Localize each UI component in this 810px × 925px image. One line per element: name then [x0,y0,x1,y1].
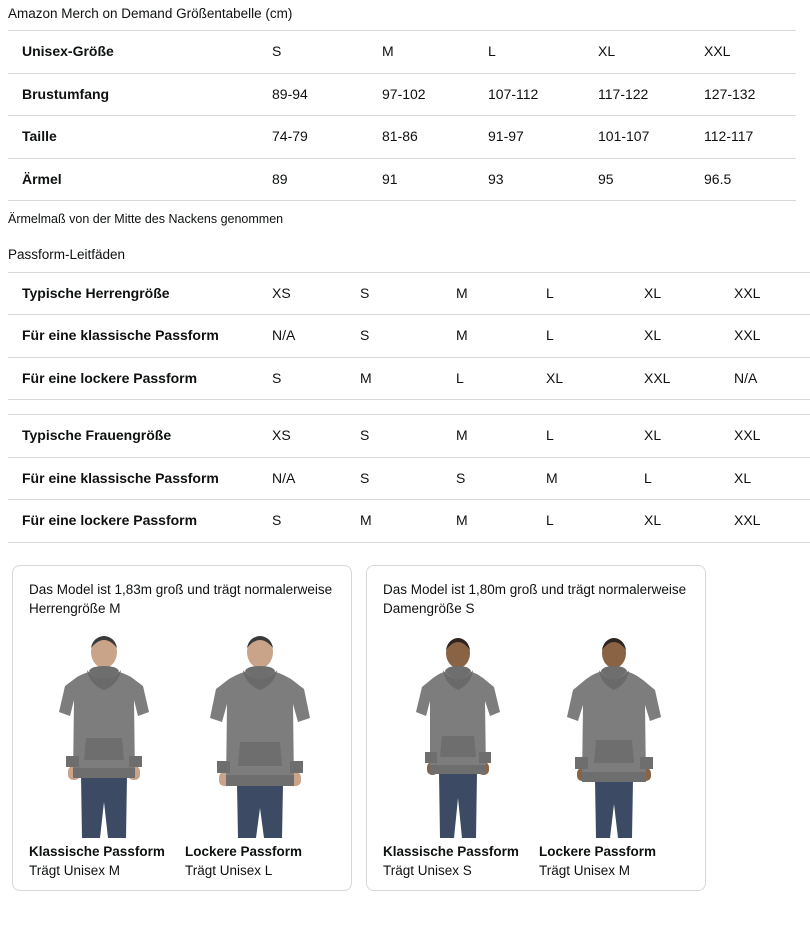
male-model-caption: Das Model ist 1,83m groß und trägt normalerweise Herrengröße M [29,581,333,617]
cell: 89 [258,158,368,201]
table-row [8,158,796,201]
sleeve-measurement-note: Ärmelmaß von der Mitte des Nackens genommen [8,212,284,227]
cell: XL [630,415,720,458]
table-row [8,116,796,159]
row-label: Taille [8,116,258,159]
cell: XXL [690,31,796,74]
cell: 93 [474,158,584,201]
female-loose-fit-subtitle: Trägt Unisex M [539,862,631,878]
table-row [8,272,810,315]
cell: M [442,315,532,358]
cell: M [368,31,474,74]
table-row [8,415,810,458]
cell: XL [630,272,720,315]
cell: XL [630,500,720,543]
cell: S [346,415,442,458]
fit-guide-label: Passform-Leitfäden [8,246,126,262]
row-label: Ärmel [8,158,258,201]
row-label: Für eine lockere Passform [8,500,258,543]
table-row [8,357,810,400]
table-row [8,73,796,116]
measurements-table [8,30,796,201]
row-label: Für eine klassische Passform [8,457,258,500]
cell: L [474,31,584,74]
male-classic-fit-subtitle: Trägt Unisex M [29,862,121,878]
cell: XXL [720,315,810,358]
male-loose-fit-figure [185,626,335,878]
model-cards [8,565,712,891]
cell: M [442,415,532,458]
female-model-card [366,565,706,891]
cell: 107-112 [474,73,584,116]
cell: S [442,457,532,500]
cell: XXL [720,500,810,543]
cell: M [346,357,442,400]
cell: XXL [720,415,810,458]
male-classic-fit-figure [29,626,179,878]
cell: N/A [258,457,346,500]
cell: S [258,357,346,400]
cell: N/A [720,357,810,400]
cell: XL [532,357,630,400]
cell: M [346,500,442,543]
female-model-loose-fit-illustration [539,626,689,838]
cell: XL [584,31,690,74]
cell: 74-79 [258,116,368,159]
row-label: Unisex-Größe [8,31,258,74]
female-model-classic-fit-illustration [383,626,533,838]
table-row [8,315,810,358]
table-row [8,500,810,543]
row-label: Für eine lockere Passform [8,357,258,400]
male-model-classic-fit-illustration [29,626,179,838]
cell: S [346,315,442,358]
male-classic-fit-title: Klassische Passform [29,843,165,859]
female-loose-fit-figure [539,626,689,878]
cell: S [346,457,442,500]
male-model-card [12,565,352,891]
cell: 127-132 [690,73,796,116]
cell: XS [258,272,346,315]
cell: S [258,31,368,74]
cell: L [532,415,630,458]
cell: 117-122 [584,73,690,116]
female-classic-fit-figure [383,626,533,878]
cell: 96.5 [690,158,796,201]
cell: 95 [584,158,690,201]
page-title: Amazon Merch on Demand Größentabelle (cm) [8,6,293,21]
male-loose-fit-title: Lockere Passform [185,843,303,859]
cell: XXL [720,272,810,315]
womens-fit-table [8,414,810,543]
cell: 81-86 [368,116,474,159]
female-classic-fit-title: Klassische Passform [383,843,519,859]
cell: XXL [630,357,720,400]
row-label: Typische Frauengröße [8,415,258,458]
cell: 89-94 [258,73,368,116]
male-loose-fit-subtitle: Trägt Unisex L [185,862,273,878]
female-loose-fit-title: Lockere Passform [539,843,657,859]
cell: 101-107 [584,116,690,159]
cell: 97-102 [368,73,474,116]
cell: S [258,500,346,543]
cell: 112-117 [690,116,796,159]
table-gap [8,400,712,414]
male-figures [29,626,335,878]
cell: M [532,457,630,500]
row-label: Brustumfang [8,73,258,116]
female-classic-fit-subtitle: Trägt Unisex S [383,862,472,878]
table-row [8,457,810,500]
female-model-caption: Das Model ist 1,80m groß und trägt normalerweise Damengröße S [383,581,687,617]
row-label: Typische Herrengröße [8,272,258,315]
cell: M [442,500,532,543]
row-label: Für eine klassische Passform [8,315,258,358]
cell: N/A [258,315,346,358]
cell: 91-97 [474,116,584,159]
cell: XS [258,415,346,458]
cell: L [442,357,532,400]
cell: S [346,272,442,315]
cell: 91 [368,158,474,201]
cell: L [532,315,630,358]
cell: L [630,457,720,500]
cell: XL [720,457,810,500]
cell: L [532,272,630,315]
female-figures [383,626,689,878]
cell: XL [630,315,720,358]
table-row [8,31,796,74]
cell: L [532,500,630,543]
male-model-loose-fit-illustration [185,626,335,838]
mens-fit-table [8,272,810,401]
cell: M [442,272,532,315]
